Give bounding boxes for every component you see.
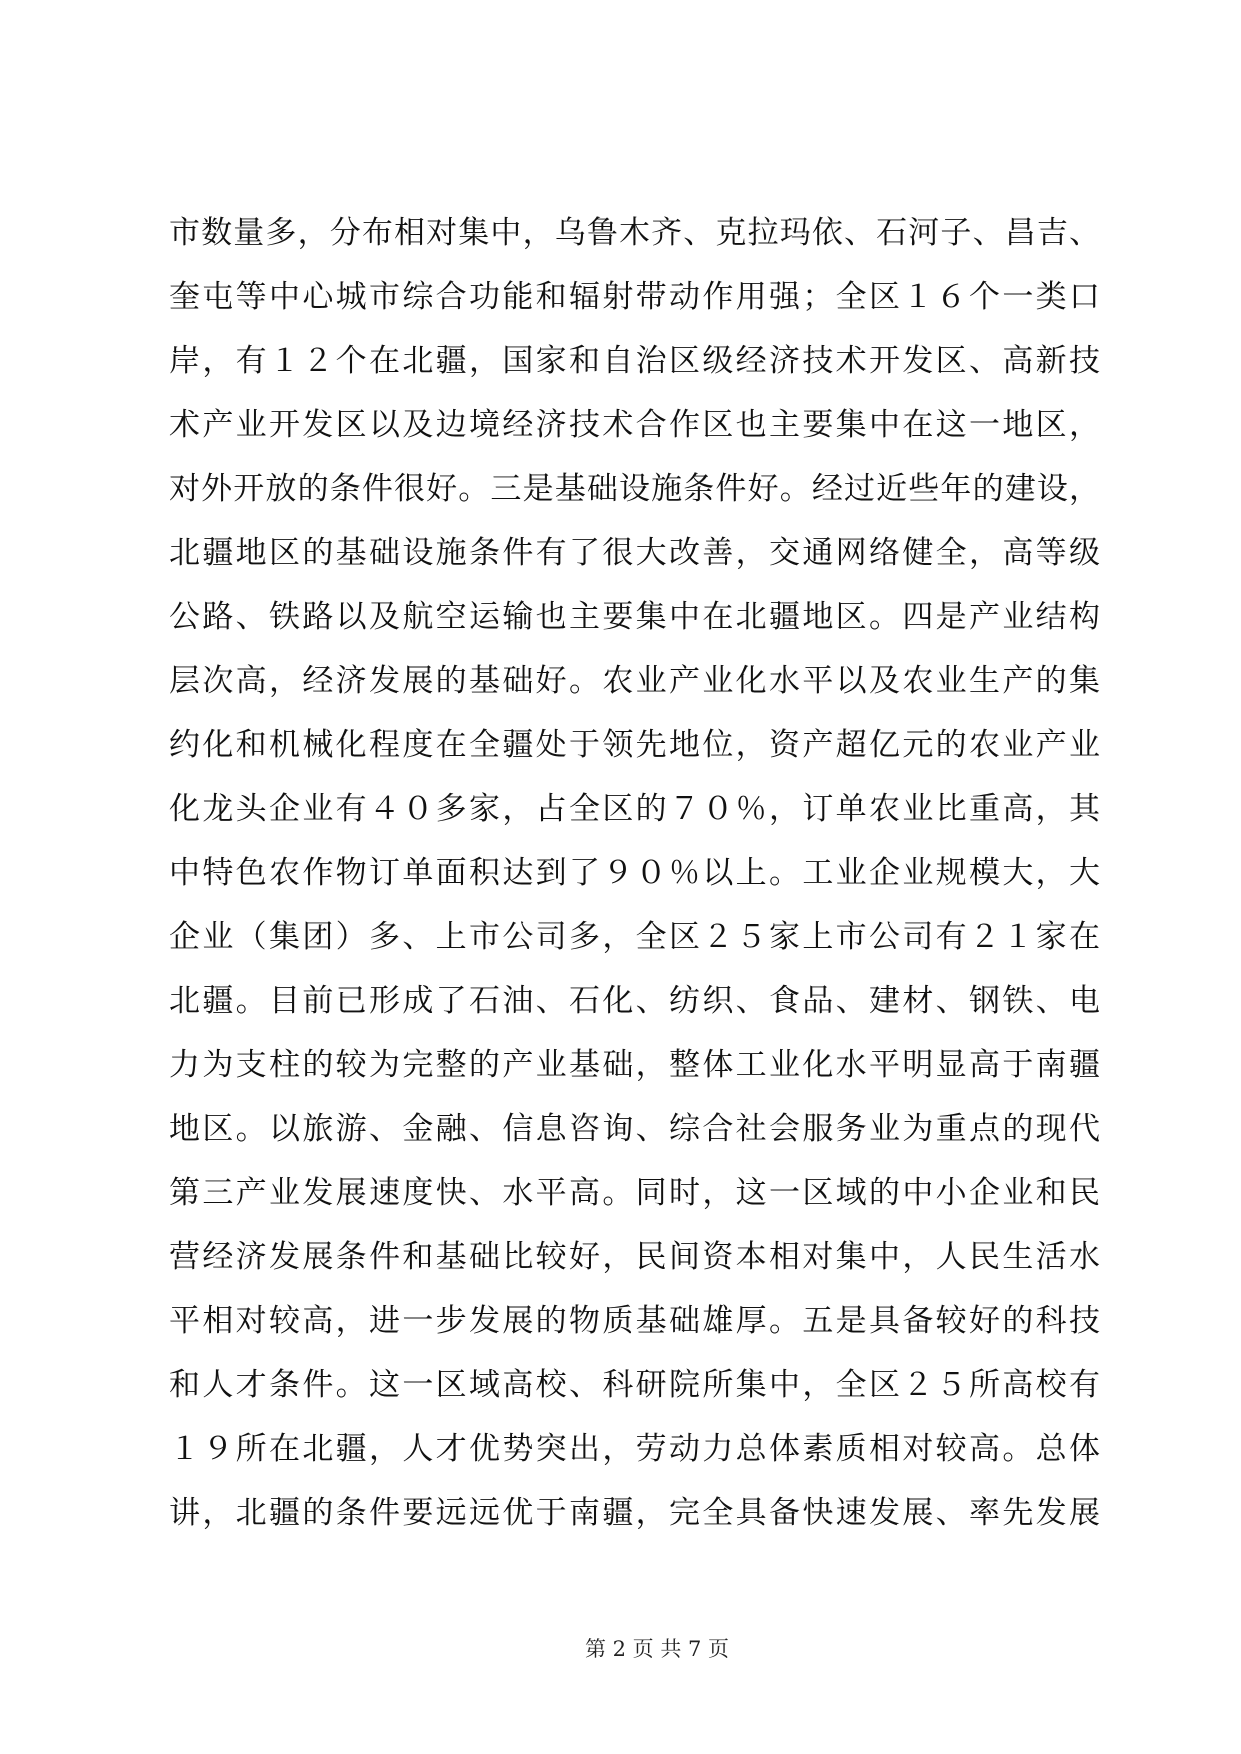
text-line: 北疆地区的基础设施条件有了很大改善，交通网络健全，高等级 [169, 535, 1100, 571]
text-line: 营经济发展条件和基础比较好，民间资本相对集中，人民生活水 [169, 1239, 1100, 1275]
document-body [169, 201, 1100, 1545]
text-line: 讲，北疆的条件要远远优于南疆，完全具备快速发展、率先发展 [169, 1495, 1100, 1531]
text-line: 层次高，经济发展的基础好。农业产业化水平以及农业生产的集 [169, 663, 1100, 699]
text-line: 中特色农作物订单面积达到了９０％以上。工业企业规模大，大 [169, 855, 1100, 891]
text-line: 化龙头企业有４０多家，占全区的７０％，订单农业比重高，其 [169, 791, 1100, 827]
text-line: 平相对较高，进一步发展的物质基础雄厚。五是具备较好的科技 [169, 1303, 1100, 1339]
text-line: １９所在北疆，人才优势突出，劳动力总体素质相对较高。总体 [169, 1431, 1100, 1467]
text-line: 岸，有１２个在北疆，国家和自治区级经济技术开发区、高新技 [169, 343, 1100, 379]
text-line: 企业（集团）多、上市公司多，全区２５家上市公司有２１家在 [169, 919, 1100, 955]
text-line: 第三产业发展速度快、水平高。同时，这一区域的中小企业和民 [169, 1175, 1100, 1211]
text-line: 市数量多，分布相对集中，乌鲁木齐、克拉玛依、石河子、昌吉、 [169, 215, 1100, 251]
text-line: 术产业开发区以及边境经济技术合作区也主要集中在这一地区， [169, 407, 1100, 443]
text-line: 对外开放的条件很好。三是基础设施条件好。经过近些年的建设， [169, 471, 1100, 507]
text-line: 地区。以旅游、金融、信息咨询、综合社会服务业为重点的现代 [169, 1111, 1100, 1147]
text-line: 和人才条件。这一区域高校、科研院所集中，全区２５所高校有 [169, 1367, 1100, 1403]
text-line: 力为支柱的较为完整的产业基础，整体工业化水平明显高于南疆 [169, 1047, 1100, 1083]
text-line: 公路、铁路以及航空运输也主要集中在北疆地区。四是产业结构 [169, 599, 1100, 635]
text-line: 北疆。目前已形成了石油、石化、纺织、食品、建材、钢铁、电 [169, 983, 1100, 1019]
page-number: 第 2 页 共 7 页 [584, 1637, 730, 1661]
text-line: 约化和机械化程度在全疆处于领先地位，资产超亿元的农业产业 [169, 727, 1100, 763]
text-line: 奎屯等中心城市综合功能和辐射带动作用强；全区１６个一类口 [169, 279, 1100, 315]
